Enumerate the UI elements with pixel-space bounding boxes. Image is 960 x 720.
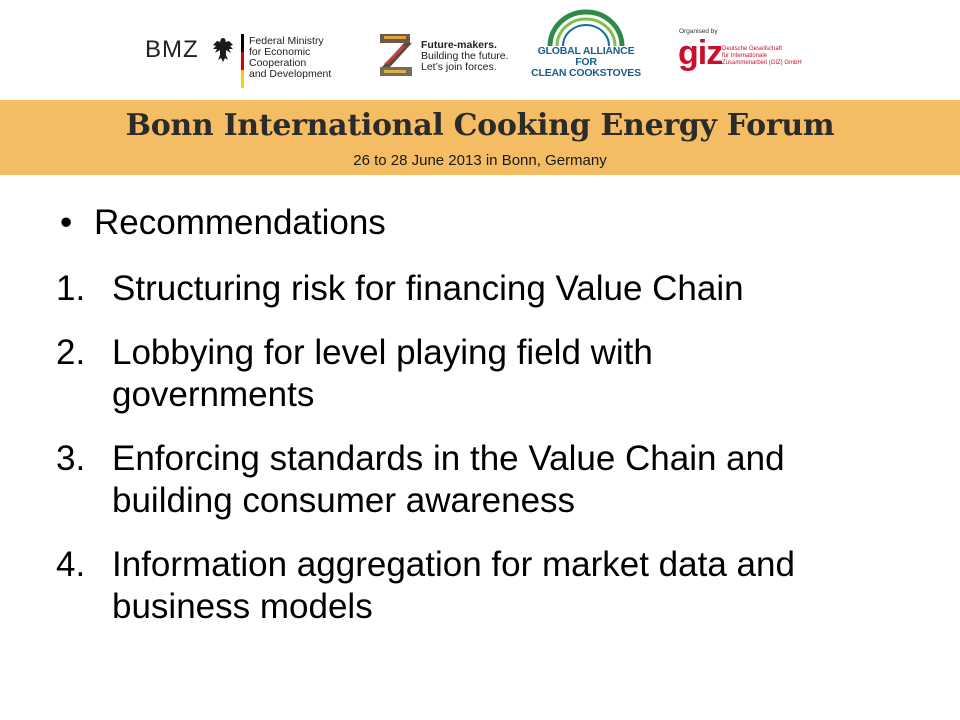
future-makers-text	[421, 40, 531, 73]
event-title: Bonn International Cooking Energy Forum	[125, 108, 835, 143]
list-item-number: 3.	[56, 439, 86, 478]
alliance-arc-icon	[528, 8, 644, 48]
bmz-wordmark: BMZ	[145, 36, 199, 63]
organised-by-label: Organised by	[679, 28, 718, 35]
list-item	[56, 268, 936, 310]
giz-full-name: Deutsche Gesellschaft für Internationale Zusammenarbeit (GIZ) GmbH	[722, 46, 802, 66]
list-item-text-line1: Lobbying for level playing field with	[112, 333, 653, 372]
eagle-icon	[211, 36, 235, 64]
list-item-text-line2: governments	[112, 375, 315, 414]
list-item-number: 2.	[56, 333, 86, 372]
list-item-text-line2: business models	[112, 587, 373, 626]
slide-body	[56, 202, 936, 650]
global-alliance-text	[528, 46, 644, 79]
z-mark-icon	[378, 32, 414, 78]
recommendations-heading: Recommendations	[94, 203, 386, 242]
global-alliance-line1: GLOBAL ALLIANCE FOR	[537, 45, 635, 68]
list-item-text-line1: Enforcing standards in the Value Chain and	[112, 439, 785, 478]
event-dates: 26 to 28 June 2013 in Bonn, Germany	[353, 152, 607, 169]
recommendations-heading-row	[56, 202, 936, 244]
global-alliance-line2: CLEAN COOKSTOVES	[531, 67, 641, 79]
event-banner	[0, 100, 960, 175]
list-item	[56, 544, 936, 628]
list-item-text-line1: Information aggregation for market data and	[112, 545, 795, 584]
future-makers-line3: Let’s join forces.	[421, 61, 497, 73]
list-item-text: Structuring risk for financing Value Chain	[112, 269, 744, 308]
future-makers-title: Future-makers.	[421, 39, 497, 51]
giz-logo	[678, 28, 818, 78]
bullet-marker: •	[60, 203, 73, 242]
global-alliance-logo	[528, 8, 644, 78]
future-makers-line2: Building the future.	[421, 50, 509, 62]
list-item	[56, 332, 936, 416]
bmz-ministry-name: Federal Ministry for Economic Cooperation and Development	[249, 35, 332, 80]
list-item-text-line2: building consumer awareness	[112, 481, 576, 520]
logo-strip	[0, 0, 960, 100]
list-item-number: 1.	[56, 269, 86, 308]
giz-wordmark: giz	[678, 34, 723, 72]
list-item-number: 4.	[56, 545, 86, 584]
list-item	[56, 438, 936, 522]
german-flag-bar	[241, 34, 244, 88]
